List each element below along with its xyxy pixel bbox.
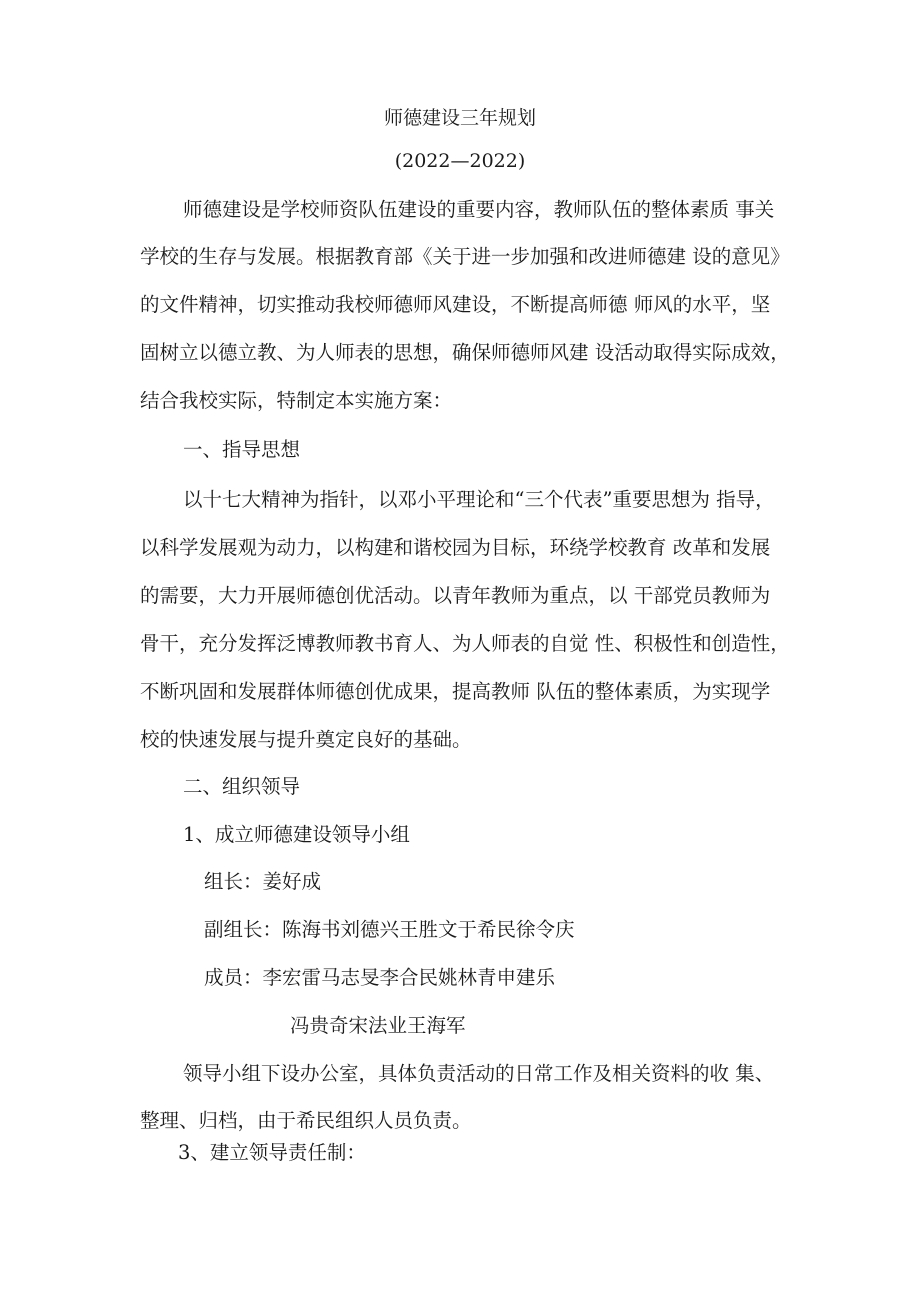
section-heading-guiding-ideology: 一、指导思想: [183, 438, 301, 461]
section1-line: 以十七大精神为指针，以邓小平理论和“三个代表”重要思想为 指导，: [183, 488, 775, 511]
document-title: 师德建设三年规划: [383, 107, 536, 129]
group-members: 成员：李宏雷马志旻李合民姚林青申建乐: [204, 966, 556, 989]
section-heading-organization: 二、组织领导: [183, 775, 301, 798]
section1-line: 不断巩固和发展群体师德创优成果，提高教师 队伍的整体素质，为实现学: [140, 680, 771, 703]
section1-line: 以科学发展观为动力，以构建和谐校园为目标，环绕学校教育 改革和发展: [140, 536, 771, 559]
intro-line: 结合我校实际，特制定本实施方案：: [140, 389, 453, 412]
group-members-continued: 冯贵奇宋法业王海军: [290, 1014, 466, 1037]
intro-line: 学校的生存与发展。根据教育部《关于进一步加强和改进师德建 设的意见》: [140, 245, 790, 268]
section1-line: 的需要，大力开展师德创优活动。以青年教师为重点，以 干部党员教师为: [140, 584, 771, 607]
section1-line: 校的快速发展与提升奠定良好的基础。: [140, 728, 472, 751]
item-leadership-responsibility: 3、建立领导责任制：: [178, 1141, 366, 1164]
intro-line: 师德建设是学校师资队伍建设的重要内容，教师队伍的整体素质 事关: [183, 198, 775, 221]
group-leader: 组长：姜好成: [204, 870, 322, 893]
item-establish-group: 1、成立师德建设领导小组: [183, 823, 410, 846]
office-line: 整理、归档，由于希民组织人员负责。: [140, 1109, 472, 1132]
office-line: 领导小组下设办公室，具体负责活动的日常工作及相关资料的收 集、: [183, 1062, 775, 1085]
intro-line: 的文件精神，切实推动我校师德师风建设，不断提高师德 师风的水平，坚: [140, 293, 771, 316]
document-subtitle: (2022—2022): [394, 150, 526, 172]
group-deputy: 副组长：陈海书刘德兴王胜文于希民徐令庆: [204, 918, 575, 941]
intro-line: 固树立以德立教、为人师表的思想，确保师德师风建 设活动取得实际成效，: [140, 341, 790, 364]
section1-line: 骨干，充分发挥泛博教师教书育人、为人师表的自觉 性、积极性和创造性，: [140, 632, 790, 655]
